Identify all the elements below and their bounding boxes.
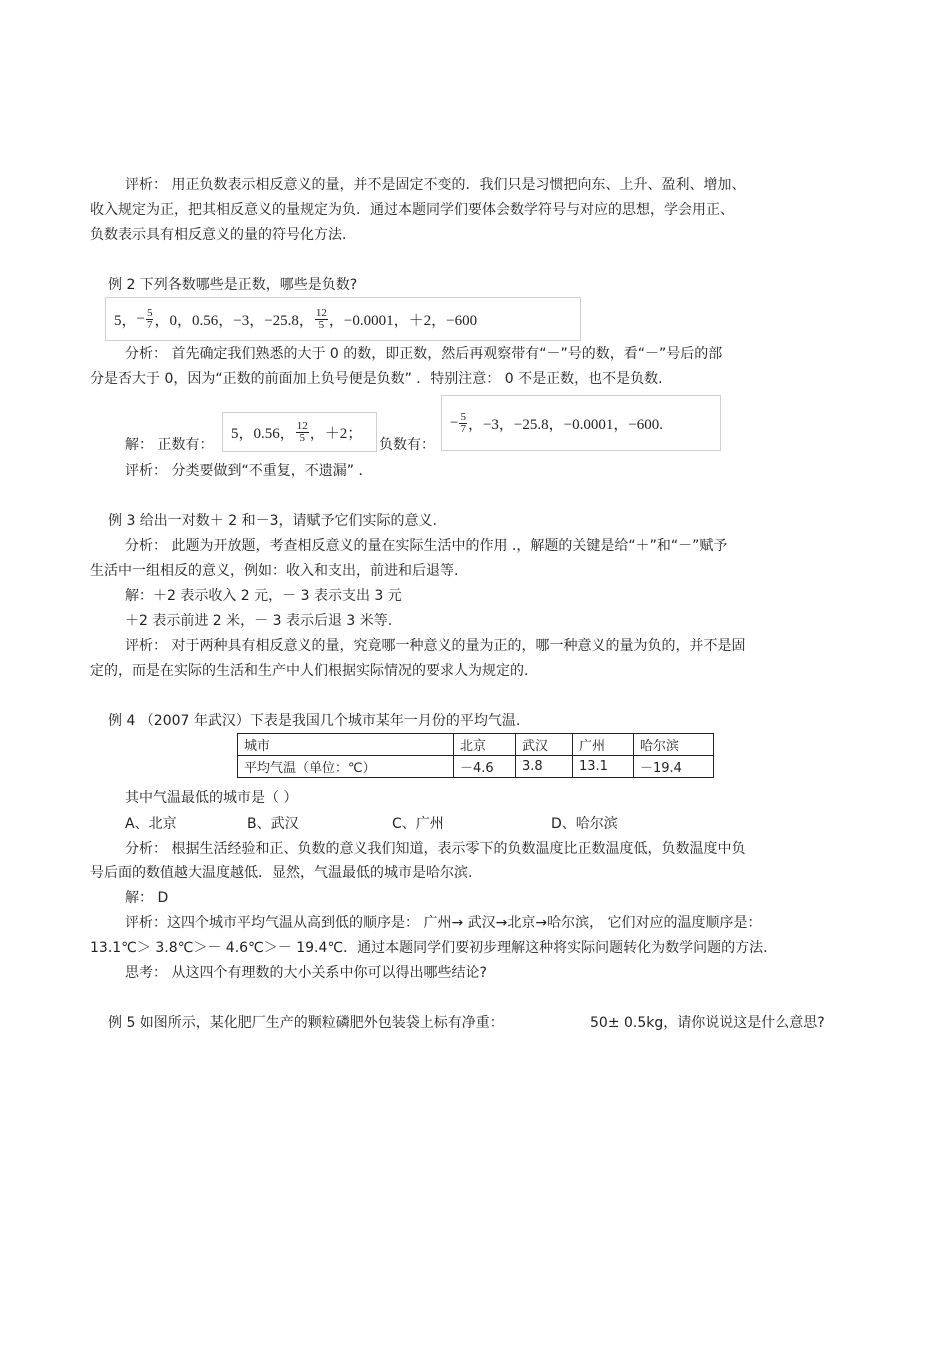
- analysis-line: 号后面的数值越大温度越低．显然，气温最低的城市是哈尔滨.: [90, 865, 473, 881]
- numbers: ，−0.0001，＋2，−600: [328, 312, 478, 329]
- question-line: 其中气温最低的城市是（ ）: [125, 790, 298, 806]
- solution-line: ＋2 表示前进 2 米，－ 3 表示后退 3 米等.: [125, 613, 393, 629]
- example-5-title-end: 50± 0.5kg，请你说说这是什么意思?: [590, 1015, 825, 1031]
- commentary-line: 评析：这四个城市平均气温从高到低的顺序是： 广州→ 武汉→北京→哈尔滨， 它们对应的温度顺序是：: [125, 915, 762, 931]
- minus-sign: −: [136, 310, 145, 327]
- temperature-table: [237, 733, 714, 778]
- commentary-line: 评析： 分类要做到“不重复，不遗漏” .: [125, 463, 363, 479]
- number: 5，: [114, 312, 137, 329]
- option-a: A、北京: [125, 816, 177, 832]
- table-cell: －4.6: [454, 756, 516, 778]
- commentary-line: 13.1℃＞ 3.8℃＞－ 4.6℃＞－ 19.4℃．通过本题同学们要初步理解这种将实际问题转化为数学问题的方法.: [90, 940, 768, 956]
- positive-numbers-image: 5，0.56， $\frac{12}{5}$ ，＋2；: [222, 412, 377, 452]
- table-cell: 北京: [454, 734, 516, 756]
- table-row: [238, 756, 714, 778]
- analysis-line: 分析： 此题为开放题，考查相反意义的量在实际生活中的作用 .，解题的关键是给“＋”和“－”赋予: [125, 538, 728, 554]
- solution-line: 解：＋2 表示收入 2 元，－ 3 表示支出 3 元: [125, 588, 402, 604]
- fraction: $\frac{5}{7}$: [146, 306, 153, 331]
- commentary-line: 评析： 对于两种具有相反意义的量，究竟哪一种意义的量为正的，哪一种意义的量为负的，并不是固: [125, 638, 746, 654]
- commentary-line: 收入规定为正，把其相反意义的量规定为负．通过本题同学们要体会数学符号与对应的思想，学会用正、: [90, 202, 734, 218]
- numbers: ，0，0.56，−3，−25.8，: [154, 312, 314, 329]
- analysis-line: 分是否大于 0，因为“正数的前面加上负号便是负数” ．特别注意： 0 不是正数，也不是负数.: [90, 371, 663, 387]
- negative-numbers-image: − $\frac{5}{7}$ ，−3，−25.8，−0.0001，−600.: [441, 395, 721, 451]
- table-cell: 武汉: [516, 734, 573, 756]
- table-cell: 3.8: [516, 756, 573, 778]
- table-cell: 城市: [238, 734, 454, 756]
- example-2-title: 例 2 下列各数哪些是正数，哪些是负数?: [108, 277, 358, 293]
- commentary-line: 评析： 用正负数表示相反意义的量，并不是固定不变的．我们只是习惯把向东、上升、盈利、增加、: [125, 177, 746, 193]
- negative-label: 负数有：: [379, 437, 435, 453]
- analysis-line: 生活中一组相反的意义，例如：收入和支出，前进和后退等.: [90, 563, 459, 579]
- solution-label: 解： 正数有：: [125, 437, 214, 453]
- table-cell: 哈尔滨: [634, 734, 714, 756]
- table-row: [238, 734, 714, 756]
- commentary-line: 定的，而是在实际的生活和生产中人们根据实际情况的要求人为规定的.: [90, 663, 529, 679]
- table-cell: 广州: [573, 734, 634, 756]
- answer-line: 解： D: [125, 890, 169, 906]
- analysis-line: 分析： 根据生活经验和正、负数的意义我们知道，表示零下的负数温度比正数温度低，负数温度中负: [125, 841, 746, 857]
- example-4-title: 例 4 （2007 年武汉）下表是我国几个城市某年一月份的平均气温.: [108, 713, 521, 729]
- option-d: D、哈尔滨: [551, 816, 618, 832]
- option-c: C、广州: [392, 816, 444, 832]
- fraction: $\frac{12}{5}$: [315, 306, 327, 331]
- fraction: $\frac{12}{5}$: [296, 419, 308, 444]
- commentary-line: 负数表示具有相反意义的量的符号化方法．: [90, 227, 356, 243]
- example-5-title: 例 5 如图所示，某化肥厂生产的颗粒磷肥外包装袋上标有净重：: [108, 1015, 504, 1031]
- fraction: $\frac{5}{7}$: [460, 410, 466, 435]
- example-3-title: 例 3 给出一对数＋ 2 和－3，请赋予它们实际的意义.: [108, 513, 437, 529]
- option-b: B、武汉: [247, 816, 299, 832]
- number-list-image: [105, 297, 581, 341]
- analysis-line: 分析： 首先确定我们熟悉的大于 0 的数，即正数，然后再观察带有“－”号的数，看“－”号后的部: [125, 346, 723, 362]
- table-cell: －19.4: [634, 756, 714, 778]
- think-line: 思考： 从这四个有理数的大小关系中你可以得出哪些结论?: [125, 965, 487, 981]
- table-cell: 平均气温（单位：℃）: [238, 756, 454, 778]
- table-cell: 13.1: [573, 756, 634, 778]
